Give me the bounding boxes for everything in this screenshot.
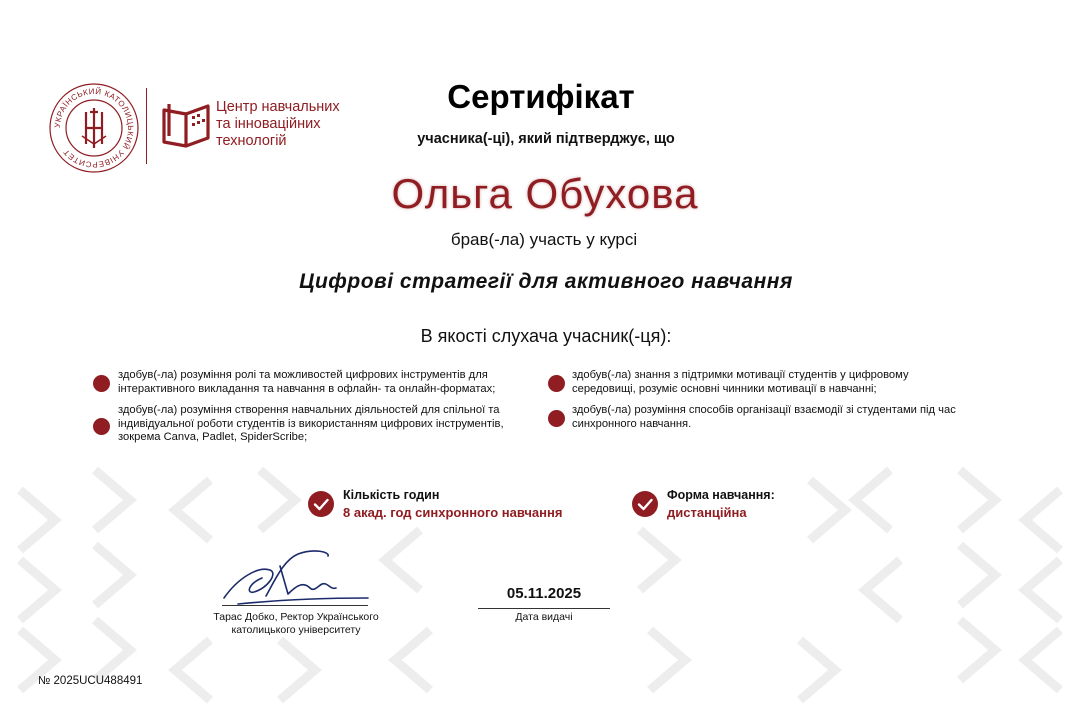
center-name-line-2: та інноваційних — [216, 116, 321, 132]
checkmark-icon — [308, 491, 334, 517]
outcome-line: здобув(-ла) розуміння ролі та можливостей цифрових інструментів для — [118, 369, 488, 381]
outcome-bullet — [548, 375, 565, 392]
date-line — [478, 608, 610, 609]
rector-signature — [218, 548, 378, 612]
course-title: Цифрові стратегії для активного навчання — [299, 270, 793, 293]
outcome-line: середовищі, розуміє основні чинники мотивації в навчанні; — [572, 382, 877, 395]
svg-text:УКРАЇНСЬКИЙ КАТОЛИЦЬКИЙ УНІВЕР: УКРАЇНСЬКИЙ КАТОЛИЦЬКИЙ УНІВЕРСИТЕТ — [52, 86, 136, 170]
center-name-line-3: технологій — [216, 133, 287, 149]
center-name-line-1: Центр навчальних — [216, 99, 340, 115]
hours-value: 8 акад. год синхронного навчання — [343, 505, 563, 520]
certificate-title: Сертифікат — [447, 78, 635, 115]
outcome-bullet — [548, 410, 565, 427]
signer-line: Тарас Добко, Ректор Українського — [213, 611, 379, 623]
listener-heading: В якості слухача учасник(-ця): — [420, 326, 672, 346]
outcome-line: інтерактивного викладання та навчання в офлайн- та онлайн-форматах; — [118, 382, 496, 395]
outcome-line: здобув(-ла) розуміння створення навчальних діяльностей для спільної та — [118, 404, 500, 416]
outcome-line: здобув(-ла) розуміння способів організації взаємодії зі студентами під час — [572, 404, 956, 416]
outcome-line: здобув(-ла) знання з підтримки мотивації студентів у цифровому — [572, 369, 909, 381]
outcome-bullet — [93, 418, 110, 435]
certificate-number: № 2025UCU488491 — [38, 675, 143, 687]
format-label: Форма навчання: — [667, 488, 775, 502]
format-value: дистанційна — [667, 505, 747, 520]
issue-date: 05.11.2025 — [506, 585, 582, 602]
outcome-item — [118, 404, 538, 445]
issue-date-label: Дата видачі — [515, 611, 573, 623]
outcome-line: індивідуальної роботи студентів із використанням цифрових інструментів, — [118, 417, 504, 430]
outcome-item — [572, 369, 992, 396]
outcome-line: зокрема Canva, Padlet, SpiderScribe; — [118, 431, 308, 443]
outcome-item — [118, 369, 538, 396]
recipient-name: Ольга Обухова — [391, 170, 699, 217]
outcome-line: синхронного навчання. — [572, 417, 692, 430]
certificate-subtitle: учасника(-ці), який підтверджує, що — [417, 131, 675, 147]
course-intro: брав(-ла) участь у курсі — [450, 230, 638, 249]
signature-line — [222, 605, 368, 606]
signer-line: католицького університету — [231, 623, 361, 636]
outcome-bullet — [93, 375, 110, 392]
outcome-item — [572, 404, 992, 431]
checkmark-icon — [632, 491, 658, 517]
signer-caption — [196, 611, 396, 636]
hours-label: Кількість годин — [343, 488, 440, 502]
